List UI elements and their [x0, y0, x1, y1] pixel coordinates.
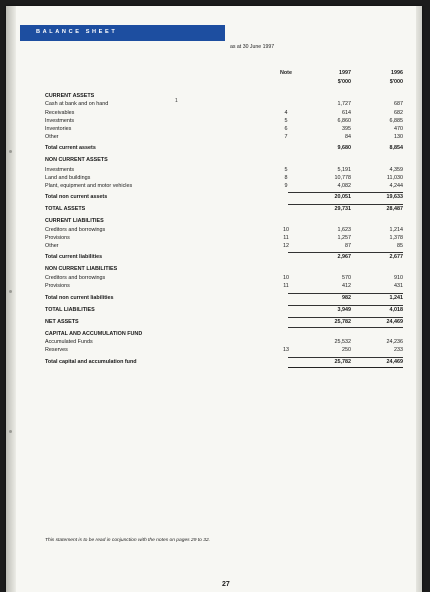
value-1997: 2,967 — [337, 254, 351, 260]
row-label: Other — [45, 243, 59, 249]
value-1996: 431 — [394, 283, 403, 289]
binding-hole — [9, 290, 12, 293]
row-note: 10 — [283, 227, 289, 233]
total-rule — [343, 367, 403, 368]
total-rule — [343, 357, 403, 358]
table-row — [0, 101, 416, 109]
value-1996: 24,469 — [386, 319, 403, 325]
row-label: Inventories — [45, 126, 72, 132]
table-row — [0, 243, 416, 251]
value-1996: 1,214 — [389, 227, 403, 233]
value-1996: 4,018 — [389, 307, 403, 313]
value-1996: 130 — [394, 134, 403, 140]
row-note: 12 — [283, 243, 289, 249]
value-1997: 25,532 — [334, 339, 351, 345]
table-row — [0, 254, 416, 262]
table-row — [0, 183, 416, 191]
unit-1997-header: $'000 — [337, 79, 351, 85]
value-1996: 687 — [394, 101, 403, 107]
total-rule — [343, 192, 403, 193]
page-number: 27 — [222, 581, 230, 588]
value-1997: 10,778 — [334, 175, 351, 181]
year-1997-header: 1997 — [339, 70, 351, 76]
margin-mark: 1 — [175, 98, 178, 104]
total-rule — [288, 192, 351, 193]
row-label: TOTAL ASSETS — [45, 206, 86, 212]
value-1997: 1,727 — [337, 101, 351, 107]
table-row — [0, 110, 416, 118]
table-row — [0, 157, 416, 165]
value-1996: 24,236 — [386, 339, 403, 345]
row-label: Investments — [45, 167, 75, 173]
table-row — [0, 218, 416, 226]
value-1996: 1,378 — [389, 235, 403, 241]
table-row — [0, 266, 416, 274]
table-row — [0, 275, 416, 283]
value-1997: 395 — [342, 126, 351, 132]
binding-hole — [9, 150, 12, 153]
total-rule — [343, 252, 403, 253]
table-row — [0, 194, 416, 202]
table-row — [0, 167, 416, 175]
value-1997: 84 — [345, 134, 351, 140]
value-1996: 910 — [394, 275, 403, 281]
value-1997: 29,731 — [334, 206, 351, 212]
row-note: 11 — [283, 235, 289, 241]
table-row — [0, 307, 416, 315]
table-row — [0, 126, 416, 134]
row-note: 10 — [283, 275, 289, 281]
table-row — [0, 359, 416, 367]
table-row — [0, 118, 416, 126]
row-note: 9 — [284, 183, 288, 189]
total-rule — [288, 204, 351, 205]
value-1997: 25,782 — [334, 319, 351, 325]
row-label: Provisions — [45, 283, 70, 289]
value-1997: 6,860 — [337, 118, 351, 124]
row-label: Land and buildings — [45, 175, 91, 181]
value-1996: 85 — [397, 243, 403, 249]
total-rule — [343, 327, 403, 328]
table-row — [0, 175, 416, 183]
table-row — [0, 93, 416, 101]
row-note: 5 — [284, 167, 288, 173]
total-rule — [288, 367, 351, 368]
row-label: Total current liabilities — [45, 254, 103, 260]
year-1996-header: 1996 — [391, 70, 403, 76]
row-label: Total non current liabilities — [45, 295, 114, 301]
row-note: 6 — [284, 126, 288, 132]
total-rule — [343, 293, 403, 294]
row-note: 11 — [283, 283, 289, 289]
row-note: 7 — [284, 134, 288, 140]
value-1996: 2,677 — [389, 254, 403, 260]
note-column-header: Note — [280, 70, 292, 76]
row-label: Total capital and accumulation fund — [45, 359, 137, 365]
row-label: Creditors and borrowings — [45, 275, 106, 281]
binding-hole — [9, 430, 12, 433]
row-note: 13 — [283, 347, 289, 353]
total-rule — [343, 305, 403, 306]
value-1997: 5,191 — [337, 167, 351, 173]
value-1996: 6,885 — [389, 118, 403, 124]
row-label: Receivables — [45, 110, 75, 116]
value-1997: 87 — [345, 243, 351, 249]
value-1996: 682 — [394, 110, 403, 116]
total-rule — [288, 317, 351, 318]
value-1997: 3,949 — [337, 307, 351, 313]
table-row — [0, 331, 416, 339]
row-label: Creditors and borrowings — [45, 227, 106, 233]
row-label: CURRENT ASSETS — [45, 93, 95, 99]
row-label: TOTAL LIABILITIES — [45, 307, 95, 313]
value-1997: 570 — [342, 275, 351, 281]
page-edge-shadow — [416, 6, 422, 592]
value-1997: 20,051 — [334, 194, 351, 200]
row-label: Other — [45, 134, 59, 140]
table-row — [0, 319, 416, 327]
row-label: NON CURRENT ASSETS — [45, 157, 108, 163]
total-rule — [288, 293, 351, 294]
value-1997: 1,257 — [337, 235, 351, 241]
value-1997: 9,680 — [337, 145, 351, 151]
table-row — [0, 339, 416, 347]
table-row — [0, 235, 416, 243]
value-1997: 412 — [342, 283, 351, 289]
table-row — [0, 295, 416, 303]
table-row — [0, 206, 416, 214]
table-row — [0, 227, 416, 235]
value-1997: 1,623 — [337, 227, 351, 233]
footnote: This statement is to be read in conjunction with the notes on pages 29 to 32. — [45, 538, 211, 543]
unit-1996-header: $'000 — [389, 79, 403, 85]
total-rule — [288, 327, 351, 328]
row-label: Cash at bank and on hand — [45, 101, 109, 107]
table-row — [0, 134, 416, 142]
row-label: Accumulated Funds — [45, 339, 93, 345]
row-label: Total non current assets — [45, 194, 108, 200]
row-label: NON CURRENT LIABILITIES — [45, 266, 118, 272]
table-row — [0, 347, 416, 355]
value-1997: 982 — [342, 295, 351, 301]
value-1996: 8,854 — [389, 145, 403, 151]
total-rule — [343, 317, 403, 318]
row-note: 4 — [284, 110, 288, 116]
value-1996: 24,469 — [386, 359, 403, 365]
value-1997: 250 — [342, 347, 351, 353]
value-1996: 233 — [394, 347, 403, 353]
header-title: BALANCE SHEET — [36, 29, 118, 35]
row-label: Provisions — [45, 235, 70, 241]
row-label: Total current assets — [45, 145, 96, 151]
table-row — [0, 145, 416, 153]
row-label: CAPITAL AND ACCUMULATION FUND — [45, 331, 143, 337]
total-rule — [288, 252, 351, 253]
value-1996: 470 — [394, 126, 403, 132]
row-label: Investments — [45, 118, 75, 124]
value-1996: 28,487 — [386, 206, 403, 212]
row-note: 5 — [284, 118, 288, 124]
value-1996: 4,244 — [389, 183, 403, 189]
value-1996: 4,359 — [389, 167, 403, 173]
value-1997: 614 — [342, 110, 351, 116]
total-rule — [288, 305, 351, 306]
value-1996: 1,241 — [389, 295, 403, 301]
row-label: CURRENT LIABILITIES — [45, 218, 104, 224]
value-1996: 19,633 — [386, 194, 403, 200]
row-label: Plant, equipment and motor vehicles — [45, 183, 133, 189]
value-1997: 25,782 — [334, 359, 351, 365]
value-1997: 4,082 — [337, 183, 351, 189]
total-rule — [288, 357, 351, 358]
row-note: 8 — [284, 175, 288, 181]
value-1996: 11,030 — [386, 175, 403, 181]
row-label: NET ASSETS — [45, 319, 79, 325]
as-at-date: as at 30 June 1997 — [230, 44, 275, 50]
table-row — [0, 283, 416, 291]
header-band — [20, 25, 225, 41]
row-label: Reserves — [45, 347, 68, 353]
total-rule — [343, 204, 403, 205]
